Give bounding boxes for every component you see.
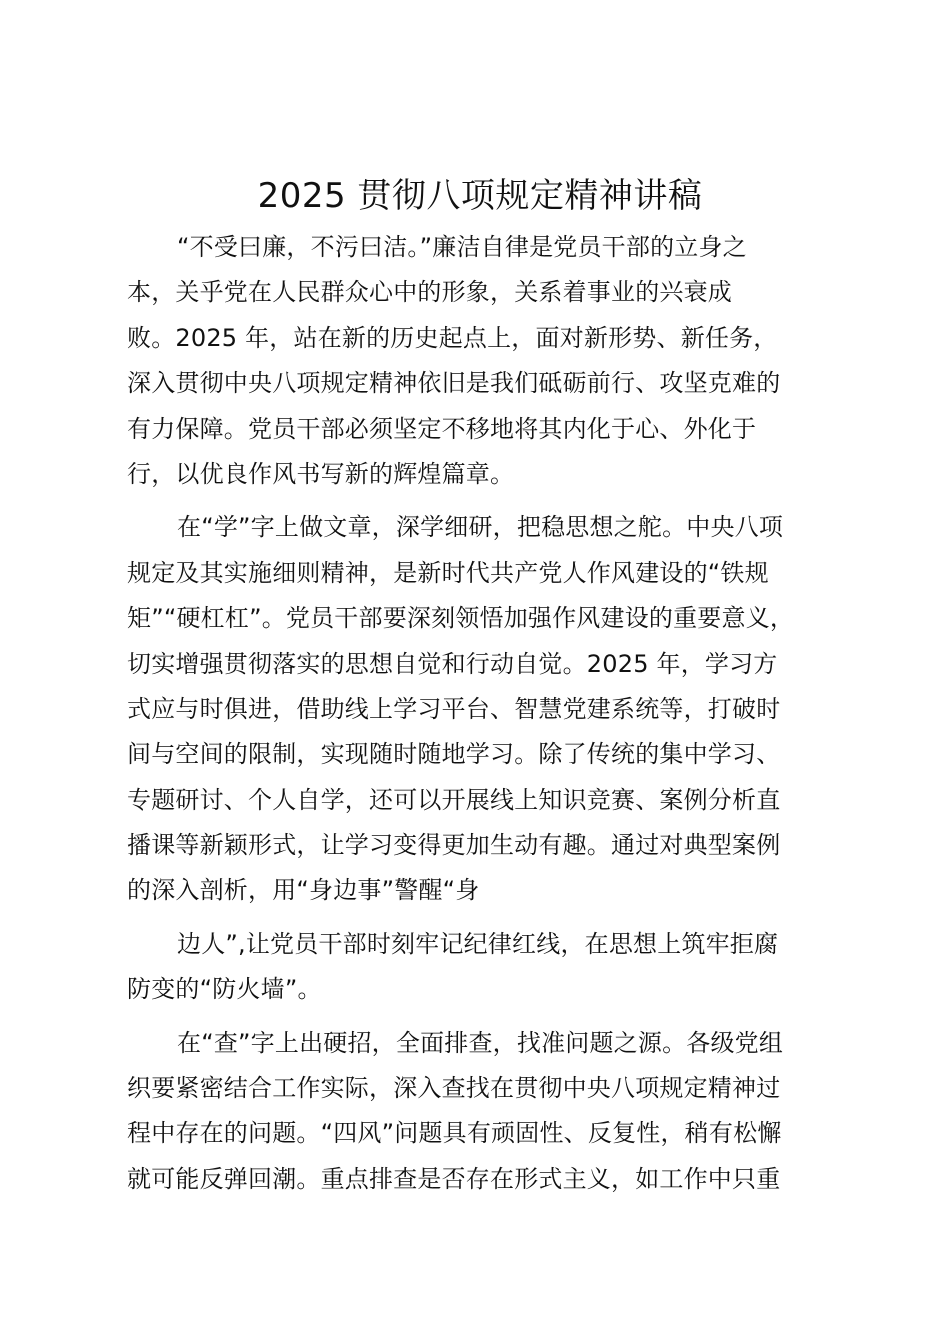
paragraph-line: 式应与时俱进，借助线上学习平台、智慧党建系统等，打破时	[127, 694, 781, 723]
paragraph-line: 程中存在的问题。“四风”问题具有顽固性、反复性，稍有松懈	[127, 1119, 782, 1148]
paragraph-line: 矩”“硬杠杠”。党员干部要深刻领悟加强作风建设的重要意义，	[127, 604, 795, 633]
paragraph-line: “不受曰廉，不污曰洁。”廉洁自律是党员干部的立身之	[177, 233, 747, 261]
paragraph-line: 深入贯彻中央八项规定精神依旧是我们砥砺前行、攻坚克难的	[127, 369, 781, 398]
paragraph-line: 防变的“防火墙”。	[127, 975, 322, 1004]
paragraph-line: 本，关乎党在人民群众心中的形象，关系着事业的兴衰成	[127, 278, 732, 307]
document-title: 2025 贯彻八项规定精神讲稿	[257, 176, 703, 216]
paragraph-line: 播课等新颖形式，让学习变得更加生动有趣。通过对典型案例	[127, 831, 781, 860]
paragraph-line: 边人”,让党员干部时刻牢记纪律红线，在思想上筑牢拒腐	[177, 929, 779, 958]
paragraph-line: 行，以优良作风书写新的辉煌篇章。	[127, 459, 515, 488]
paragraph-line: 间与空间的限制，实现随时随地学习。除了传统的集中学习、	[127, 740, 781, 769]
paragraph-line: 专题研讨、个人自学，还可以开展线上知识竞赛、案例分析直	[127, 785, 781, 814]
paragraph-line: 规定及其实施细则精神，是新时代共产党人作风建设的“铁规	[127, 558, 769, 587]
paragraph-line: 有力保障。党员干部必须坚定不移地将其内化于心、外化于	[127, 414, 757, 443]
paragraph-line: 就可能反弹回潮。重点排查是否存在形式主义，如工作中只重	[127, 1164, 781, 1193]
paragraph-line: 织要紧密结合工作实际，深入查找在贯彻中央八项规定精神过	[127, 1074, 781, 1103]
paragraph-line: 的深入剖析，用“身边事”警醒“身	[127, 876, 480, 905]
paragraph-line: 败。2025 年，站在新的历史起点上，面对新形势、新任务，	[127, 323, 778, 352]
paragraph-line: 在“查”字上出硬招，全面排查，找准问题之源。各级党组	[177, 1028, 784, 1057]
paragraph-line: 切实增强贯彻落实的思想自觉和行动自觉。2025 年，学习方	[127, 649, 778, 678]
paragraph-line: 在“学”字上做文章，深学细研，把稳思想之舵。中央八项	[177, 513, 784, 542]
document-body	[127, 225, 827, 1202]
